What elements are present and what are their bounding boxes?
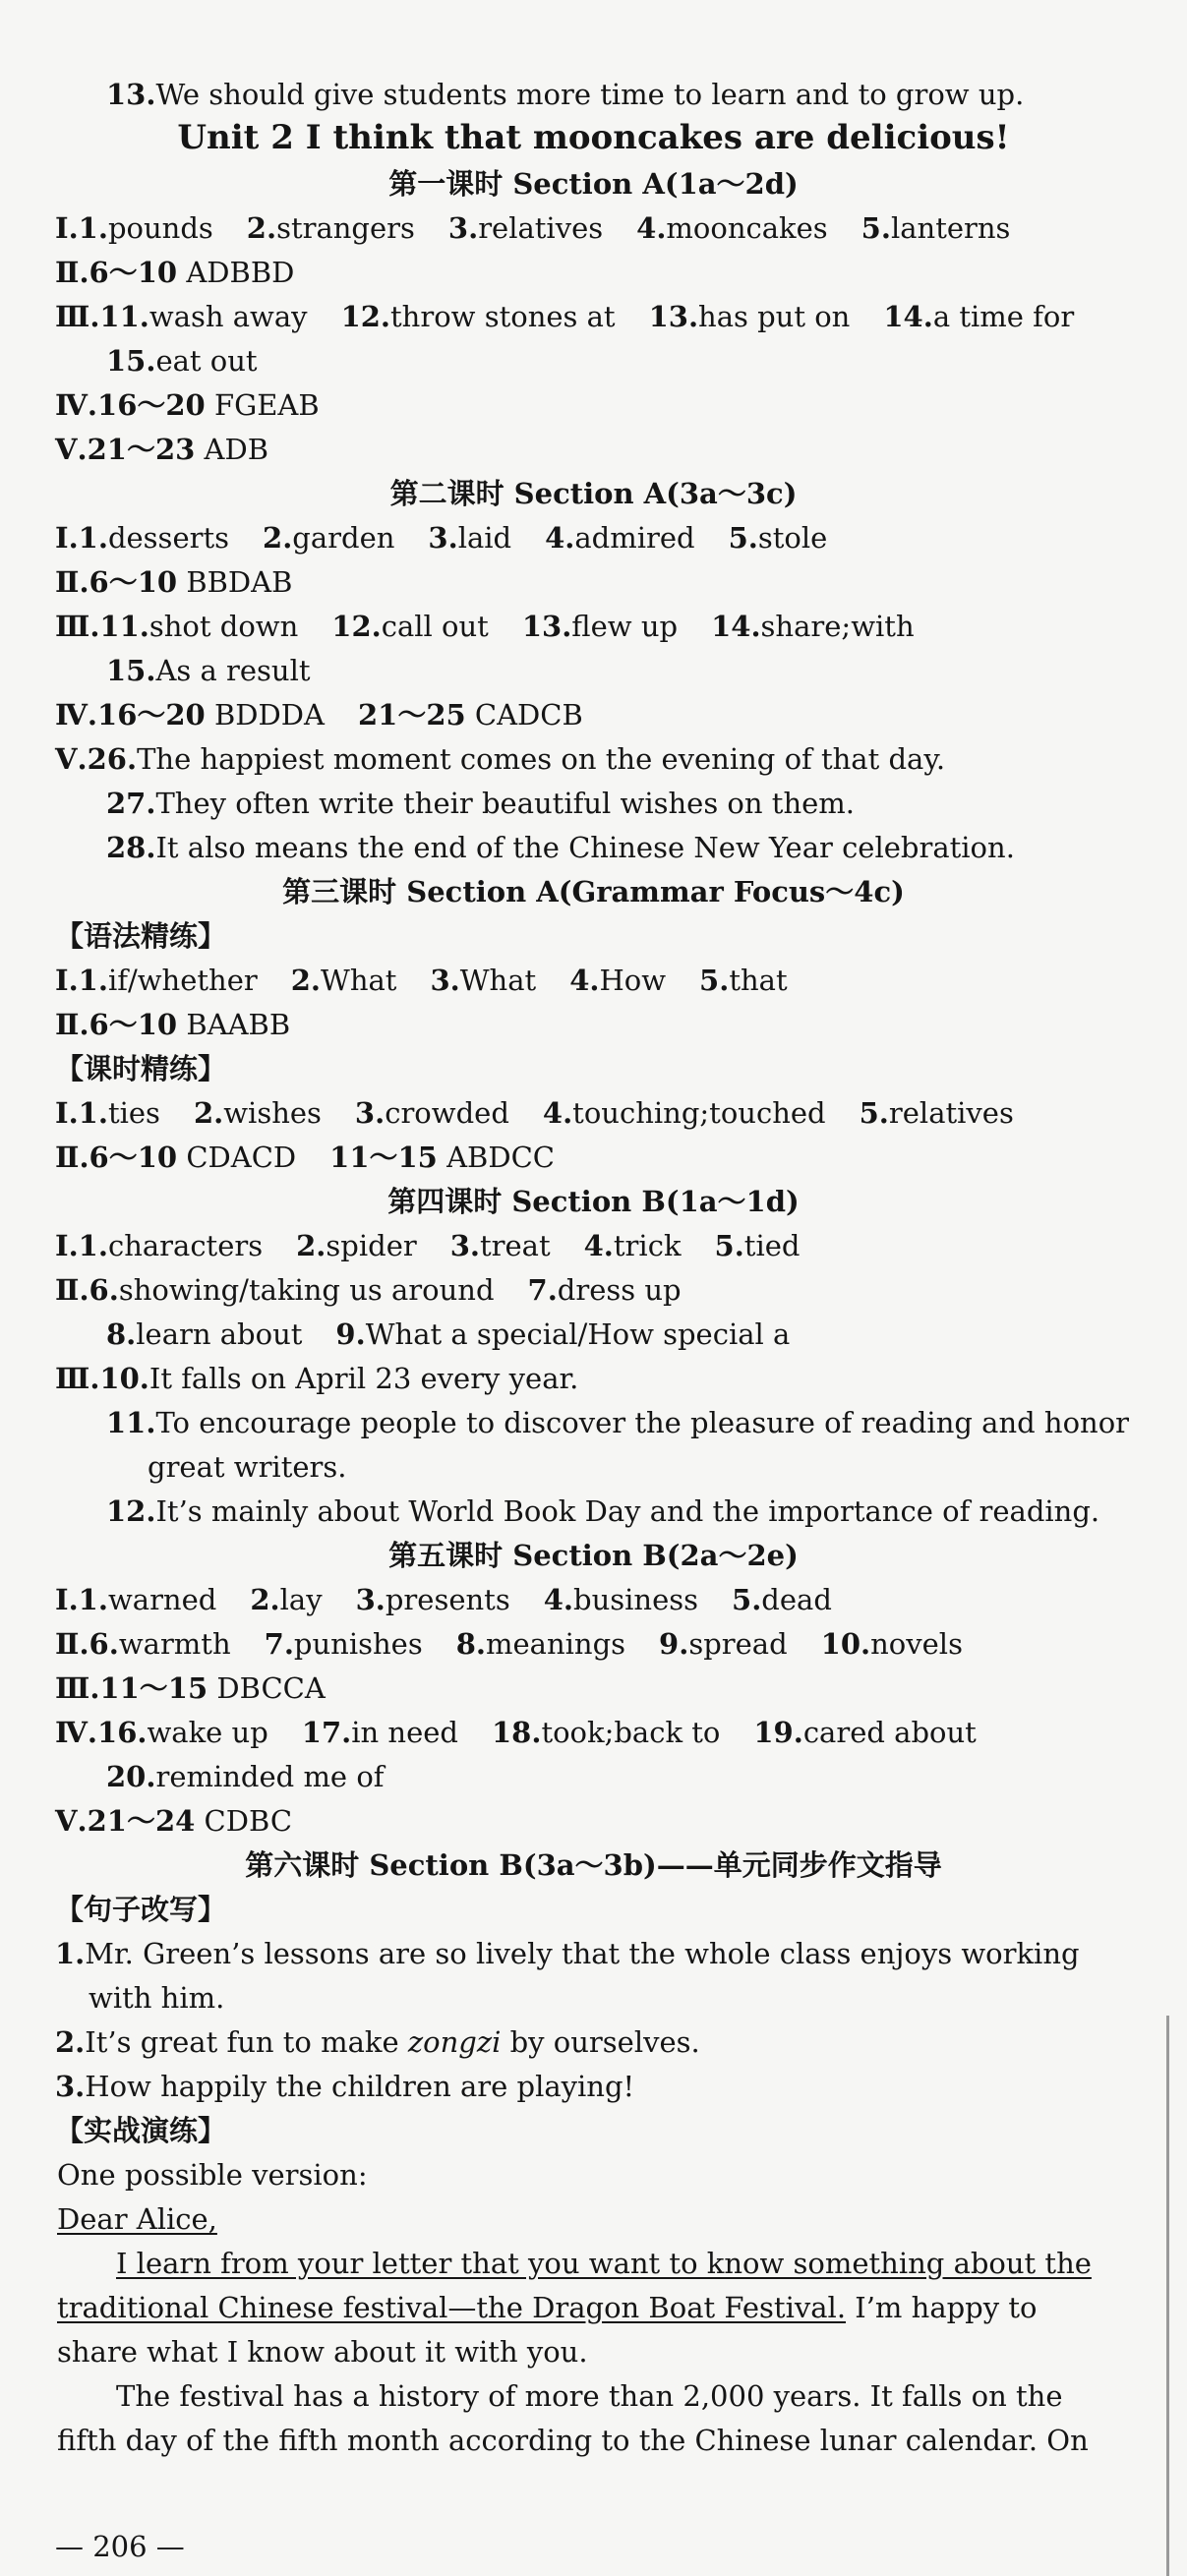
s4-part-III-11-cont: great writers. [148, 1450, 347, 1484]
section-heading-6: 第六课时 Section B(3a～3b)——单元同步作文指导 [245, 1848, 942, 1882]
answer-text: share;with [760, 610, 915, 643]
answer-text: 1. [78, 964, 108, 997]
answer-text: 6～10 [89, 565, 178, 599]
answer-text: 12. [106, 1494, 156, 1528]
rewrite-2 [0, 2020, 1187, 2064]
unit-title: Unit 2 I think that mooncakes are delicious! [177, 118, 1010, 157]
answer-text: 21～25 [357, 698, 466, 732]
answer-text: What a special/How special a [365, 1317, 791, 1351]
answer-text: wash away [148, 300, 308, 333]
answer-text: 4. [542, 1096, 573, 1130]
answer-text: DBCCA [216, 1671, 326, 1705]
answer-text: 4. [543, 1583, 573, 1616]
answer-text: It also means the end of the Chinese New Year celebration. [155, 831, 1015, 864]
answer-text: traditional Chinese festival—the Dragon Boat Festival. [57, 2291, 847, 2324]
s4-part-III-10 [0, 1357, 1187, 1400]
answer-text: 15. [106, 654, 156, 687]
answer-text: 2. [250, 1583, 280, 1616]
s2-part-III [0, 605, 1187, 648]
answer-text: characters [107, 1229, 264, 1262]
answer-text: throw stones at [390, 300, 616, 333]
letter-salutation [0, 2197, 1187, 2241]
answer-text: ties [107, 1096, 160, 1130]
answer-text: if/whether [107, 964, 258, 997]
s5-part-V [0, 1799, 1187, 1843]
answer-text: 6. [89, 1627, 119, 1661]
rewrite-3 [0, 2065, 1187, 2108]
answer-text: wake up [147, 1716, 268, 1749]
answer-text: 5. [859, 1096, 889, 1130]
s2-part-I [0, 516, 1187, 559]
answer-text: 2. [290, 964, 322, 997]
s2-part-V-28 [0, 826, 1187, 869]
s5-part-II [0, 1622, 1187, 1666]
page-edge-shadow [1166, 2016, 1169, 2576]
answer-text: 14. [711, 610, 761, 643]
answer-text: 8. [106, 1317, 137, 1351]
s1-part-V [0, 428, 1187, 471]
answer-text: spider [326, 1229, 417, 1262]
answer-text: that [729, 964, 788, 997]
answer-text: What [321, 964, 397, 997]
answer-text: 26. [87, 742, 138, 776]
answer-text: dead [761, 1583, 832, 1616]
answer-text: 21～24 [87, 1804, 196, 1838]
answer-text: 3. [430, 964, 460, 997]
answer-text: 19. [753, 1716, 803, 1749]
answer-text: has put on [698, 300, 851, 333]
answer-text: Ⅰ. [55, 1096, 79, 1130]
answer-text: 3. [354, 1096, 386, 1130]
section-heading-2: 第二课时 Section A(3a～3c) [389, 477, 798, 510]
possible-version-label: One possible version: [57, 2158, 368, 2192]
s2-part-II [0, 560, 1187, 604]
answer-text: I’m happy to [846, 2291, 1038, 2324]
answer-text: 2. [55, 2025, 86, 2059]
answer-text: Ⅰ. [55, 964, 79, 997]
answer-text: flew up [571, 610, 679, 643]
letter-paragraph-2-line-2: fifth day of the fifth month according to the Chinese lunar calendar. On [57, 2424, 1089, 2457]
s5-part-IV [0, 1711, 1187, 1754]
answer-text: desserts [107, 521, 230, 555]
answer-text: 16. [97, 1716, 148, 1749]
section-heading-3: 第三课时 Section A(Grammar Focus～4c) [282, 875, 905, 908]
answer-text: 4. [569, 964, 600, 997]
s5-part-III [0, 1667, 1187, 1710]
s3b-part-II [0, 1136, 1187, 1179]
s2-part-IV [0, 693, 1187, 736]
answer-text: 12. [340, 300, 391, 333]
answer-text: 20. [106, 1760, 156, 1793]
answer-text: Ⅴ. [55, 433, 88, 466]
answer-text: dress up [557, 1273, 682, 1307]
answer-text: crowded [385, 1096, 509, 1130]
answer-text: Ⅱ. [55, 256, 89, 289]
answer-text: 17. [301, 1716, 352, 1749]
answer-text: eat out [155, 344, 258, 378]
answer-text: 21～23 [87, 433, 196, 466]
letter-paragraph-2-line-1: The festival has a history of more than 2,000 years. It falls on the [116, 2379, 1063, 2413]
answer-text: business [573, 1583, 699, 1616]
answer-text: 6～10 [89, 1141, 178, 1174]
s1-part-II [0, 251, 1187, 294]
answer-text: lanterns [890, 211, 1011, 245]
s2-part-V-27 [0, 782, 1187, 825]
answer-text: Ⅳ. [55, 388, 98, 422]
s4-part-III-12 [0, 1490, 1187, 1533]
s2-part-V-26 [0, 737, 1187, 781]
answer-text: The happiest moment comes on the evening of that day. [137, 742, 946, 776]
answer-text: ADBBD [186, 256, 295, 289]
answer-text: 1. [78, 1583, 108, 1616]
answer-text: trick [613, 1229, 682, 1262]
s4-part-II-8-9 [0, 1313, 1187, 1356]
s1-part-III [0, 295, 1187, 338]
letter-paragraph-1-line-3: share what I know about it with you. [57, 2335, 588, 2369]
answer-line-13 [0, 73, 1187, 116]
answer-text: 4. [583, 1229, 614, 1262]
answer-text: BAABB [186, 1008, 291, 1041]
answer-text: touching;touched [572, 1096, 826, 1130]
s3-part-I [0, 959, 1187, 1002]
answer-text: meanings [486, 1627, 626, 1661]
answer-text: Dear Alice, [57, 2202, 217, 2236]
s3-part-II [0, 1003, 1187, 1046]
answer-text: 3. [428, 521, 458, 555]
answer-text: It’s mainly about World Book Day and the importance of reading. [155, 1494, 1100, 1528]
answer-text: 13. [106, 78, 156, 111]
answer-text: 4. [545, 521, 575, 555]
answer-text: 27. [106, 787, 156, 820]
answer-text: 5. [728, 521, 758, 555]
answer-text: 16～20 [97, 388, 206, 422]
answer-text: CADCB [474, 698, 583, 732]
answer-text: zongzi [407, 2025, 502, 2059]
answer-text: As a result [155, 654, 311, 687]
answer-text: Ⅰ. [55, 1229, 79, 1262]
sentence-rewrite-heading: 【句子改写】 [55, 1893, 227, 1926]
s1-part-III-15 [0, 339, 1187, 382]
answer-text: a time for [932, 300, 1075, 333]
answer-text: 7. [264, 1627, 294, 1661]
answer-text: lay [279, 1583, 323, 1616]
answer-text: novels [870, 1627, 963, 1661]
answer-text: 13. [521, 610, 572, 643]
letter-paragraph-1-line-1 [0, 2242, 1187, 2285]
answer-text: Ⅰ. [55, 211, 79, 245]
rewrite-1-cont: with him. [89, 1981, 225, 2015]
answer-text: 5. [861, 211, 891, 245]
letter-paragraph-1-line-2 [0, 2286, 1187, 2329]
answer-text: 1. [78, 1229, 108, 1262]
answer-text: tied [743, 1229, 801, 1262]
answer-text: laid [457, 521, 512, 555]
answer-text: Ⅲ. [55, 1362, 100, 1395]
answer-text: 15. [106, 344, 156, 378]
answer-text: Ⅰ. [55, 1583, 79, 1616]
lesson-practice-heading: 【课时精练】 [55, 1052, 227, 1085]
answer-text: punishes [293, 1627, 423, 1661]
answer-text: 11～15 [99, 1671, 208, 1705]
answer-text: Ⅱ. [55, 565, 89, 599]
answer-text: 1. [78, 211, 108, 245]
answer-text: took;back to [541, 1716, 721, 1749]
answer-text: Mr. Green’s lessons are so lively that the whole class enjoys working [85, 1937, 1080, 1970]
answer-text: Ⅴ. [55, 1804, 88, 1838]
answer-text: relatives [478, 211, 604, 245]
answer-text: 3. [447, 211, 479, 245]
answer-text: cared about [802, 1716, 977, 1749]
s3b-part-I [0, 1091, 1187, 1135]
answer-text: learn about [136, 1317, 303, 1351]
section-heading-4: 第四课时 Section B(1a～1d) [387, 1185, 800, 1218]
answer-text: shot down [148, 610, 299, 643]
answer-text: 4. [636, 211, 667, 245]
answer-text: presents [385, 1583, 510, 1616]
answer-text: spread [688, 1627, 788, 1661]
answer-text: BBDAB [186, 565, 293, 599]
page-number: — 206 — [55, 2530, 185, 2563]
answer-text: Ⅲ. [55, 610, 100, 643]
answer-text: BDDDA [213, 698, 325, 732]
answer-text: 2. [246, 211, 277, 245]
answer-text: 10. [820, 1627, 871, 1661]
answer-text: 6～10 [89, 1008, 178, 1041]
answer-text: 9. [659, 1627, 689, 1661]
s2-part-III-15 [0, 649, 1187, 692]
s4-part-II [0, 1268, 1187, 1312]
answer-text: 14. [883, 300, 933, 333]
answer-text: How happily the children are playing! [85, 2070, 635, 2103]
answer-text: 1. [55, 1937, 86, 1970]
answer-text: stole [757, 521, 828, 555]
answer-text: FGEAB [213, 388, 320, 422]
answer-text: How [599, 964, 667, 997]
answer-text: We should give students more time to learn and to grow up. [155, 78, 1025, 111]
answer-text: Ⅰ. [55, 521, 79, 555]
answer-text: admired [574, 521, 695, 555]
answer-text: 1. [78, 521, 108, 555]
answer-text: ABDCC [446, 1141, 555, 1174]
answer-text: wishes [223, 1096, 322, 1130]
answer-text: CDBC [204, 1804, 293, 1838]
answer-text: Ⅳ. [55, 1716, 98, 1749]
answer-text: 11～15 [329, 1141, 438, 1174]
answer-text: 5. [699, 964, 730, 997]
grammar-practice-heading: 【语法精练】 [55, 919, 227, 953]
answer-text: It’s great fun to make [85, 2025, 408, 2059]
rewrite-1 [0, 1932, 1187, 1975]
answer-text: strangers [276, 211, 415, 245]
answer-text: mooncakes [666, 211, 828, 245]
answer-text: 2. [296, 1229, 326, 1262]
answer-text: Ⅱ. [55, 1141, 89, 1174]
answer-text: 16～20 [97, 698, 206, 732]
answer-text: 2. [263, 521, 293, 555]
practice-heading: 【实战演练】 [55, 2114, 227, 2147]
s4-part-I [0, 1224, 1187, 1267]
answer-text: 5. [732, 1583, 762, 1616]
answer-text: by ourselves. [501, 2025, 700, 2059]
answer-text: 12. [331, 610, 382, 643]
answer-text: reminded me of [155, 1760, 385, 1793]
answer-text: Ⅱ. [55, 1627, 89, 1661]
answer-text: 10. [99, 1362, 149, 1395]
answer-text: 1. [78, 1096, 108, 1130]
answer-text: Ⅳ. [55, 698, 98, 732]
answer-text: 11. [99, 610, 149, 643]
answer-text: Ⅱ. [55, 1273, 89, 1307]
answer-text: Ⅴ. [55, 742, 88, 776]
answer-text: It falls on April 23 every year. [148, 1362, 579, 1395]
s1-part-IV [0, 383, 1187, 427]
answer-text: They often write their beautiful wishes on them. [155, 787, 855, 820]
s5-part-IV-20 [0, 1755, 1187, 1798]
answer-text: ADB [204, 433, 269, 466]
answer-text: CDACD [186, 1141, 297, 1174]
answer-text: 6～10 [89, 256, 178, 289]
answer-text: 3. [55, 2070, 86, 2103]
answer-text: I learn from your letter that you want to know something about the [116, 2247, 1092, 2280]
answer-text: garden [292, 521, 395, 555]
answer-text: 2. [193, 1096, 224, 1130]
answer-text: treat [480, 1229, 551, 1262]
answer-text: showing/taking us around [118, 1273, 495, 1307]
section-heading-1: 第一课时 Section A(1a～2d) [388, 167, 799, 201]
answer-text: Ⅲ. [55, 300, 100, 333]
answer-text: warmth [118, 1627, 231, 1661]
s1-part-I [0, 206, 1187, 250]
s4-part-III-11 [0, 1401, 1187, 1444]
answer-text: 8. [455, 1627, 487, 1661]
answer-text: To encourage people to discover the pleasure of reading and honor [155, 1406, 1130, 1439]
answer-text: What [459, 964, 537, 997]
answer-text: pounds [107, 211, 213, 245]
answer-text: 7. [527, 1273, 558, 1307]
answer-text: warned [107, 1583, 217, 1616]
answer-text: relatives [888, 1096, 1014, 1130]
answer-text: 13. [648, 300, 699, 333]
answer-text: call out [381, 610, 489, 643]
answer-text: Ⅱ. [55, 1008, 89, 1041]
answer-text: 9. [335, 1317, 366, 1351]
answer-text: 18. [491, 1716, 542, 1749]
answer-text: 3. [449, 1229, 480, 1262]
answer-text: Ⅲ. [55, 1671, 100, 1705]
answer-text: 11. [106, 1406, 156, 1439]
answer-text: 28. [106, 831, 156, 864]
answer-text: 5. [714, 1229, 744, 1262]
s5-part-I [0, 1578, 1187, 1621]
answer-text: 3. [355, 1583, 386, 1616]
section-heading-5: 第五课时 Section B(2a～2e) [388, 1539, 799, 1572]
answer-text: in need [351, 1716, 458, 1749]
answer-text: 6. [89, 1273, 119, 1307]
answer-text: 11. [99, 300, 149, 333]
